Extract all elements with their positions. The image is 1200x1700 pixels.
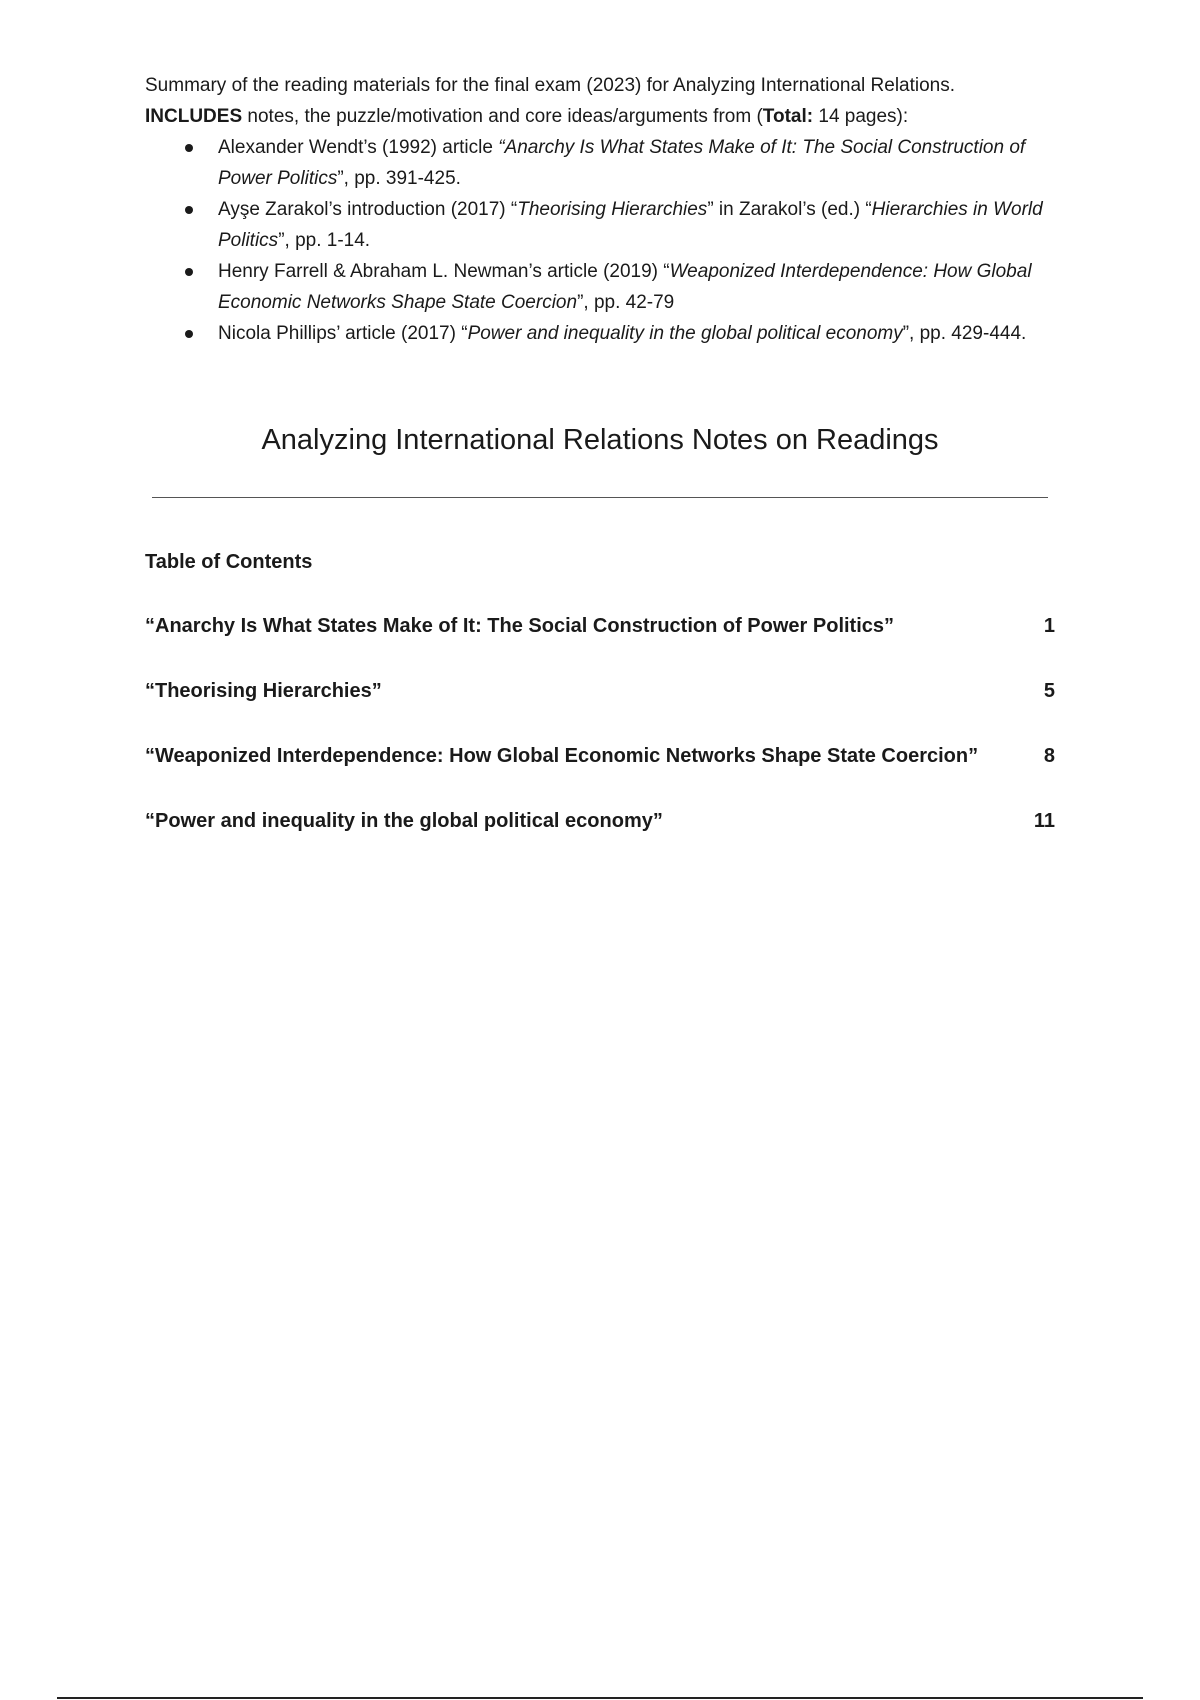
reading-suffix: ”, pp. 391-425. <box>337 168 461 189</box>
reading-title: Power and inequality in the global political economy <box>467 323 903 344</box>
table-of-contents <box>145 612 1055 872</box>
intro-line-2-text-a: notes, the puzzle/motivation and core ideas/arguments from ( <box>242 106 763 127</box>
bullet-icon <box>185 268 193 276</box>
toc-entry[interactable] <box>145 612 1055 677</box>
page-bottom-divider <box>57 1697 1143 1699</box>
intro-line-1: Summary of the reading materials for the final exam (2023) for Analyzing International Relations. <box>145 75 956 96</box>
intro-section <box>145 70 1065 349</box>
bullet-icon <box>185 330 193 338</box>
reading-prefix: Ayşe Zarakol’s introduction (2017) “ <box>218 199 518 220</box>
bullet-icon <box>185 144 193 152</box>
reading-prefix: Nicola Phillips’ article (2017) “ <box>218 323 468 344</box>
reading-prefix: Henry Farrell & Abraham L. Newman’s article (2019) “ <box>218 261 670 282</box>
reading-mid: ” in Zarakol’s (ed.) “ <box>707 199 872 220</box>
reading-title: Theorising Hierarchies <box>517 199 708 220</box>
toc-entry-title: “Theorising Hierarchies” <box>145 680 382 702</box>
reading-item <box>145 256 1065 318</box>
readings-list <box>145 132 1065 349</box>
toc-entry[interactable] <box>145 677 1055 742</box>
toc-heading: Table of Contents <box>145 551 313 573</box>
toc-entry[interactable] <box>145 742 1055 807</box>
document-title: Analyzing International Relations Notes on Readings <box>261 424 939 456</box>
reading-book-title: Hierarchies in World Politics <box>218 199 1043 251</box>
toc-entry-page: 8 <box>1043 745 1055 767</box>
toc-entry-page: 11 <box>1033 810 1055 832</box>
title-divider <box>152 497 1048 498</box>
intro-line-2-text-b: 14 pages): <box>813 106 909 127</box>
bullet-icon <box>185 206 193 214</box>
reading-item <box>145 132 1065 194</box>
reading-suffix: ”, pp. 42-79 <box>577 292 675 313</box>
reading-suffix: ”, pp. 429-444. <box>902 323 1027 344</box>
reading-item <box>145 194 1065 256</box>
reading-prefix: Alexander Wendt’s (1992) article <box>218 137 499 158</box>
toc-entry-title: “Power and inequality in the global political economy” <box>145 810 663 832</box>
toc-entry-page: 5 <box>1043 680 1055 702</box>
reading-title: “Anarchy Is What States Make of It: The Social Construction of Power Politics <box>218 137 1026 189</box>
toc-entry-page: 1 <box>1043 615 1055 637</box>
toc-entry-title: “Weaponized Interdependence: How Global Economic Networks Shape State Coercion” <box>145 745 979 767</box>
reading-item <box>145 318 1065 349</box>
intro-line-2 <box>145 101 1065 132</box>
toc-entry-title: “Anarchy Is What States Make of It: The Social Construction of Power Politics” <box>145 615 895 637</box>
total-label: Total: <box>762 106 814 127</box>
toc-entry[interactable] <box>145 807 1055 872</box>
includes-label: INCLUDES <box>145 106 243 127</box>
reading-suffix: ”, pp. 1-14. <box>278 230 371 251</box>
reading-title: Weaponized Interdependence: How Global Economic Networks Shape State Coercion <box>218 261 1032 313</box>
